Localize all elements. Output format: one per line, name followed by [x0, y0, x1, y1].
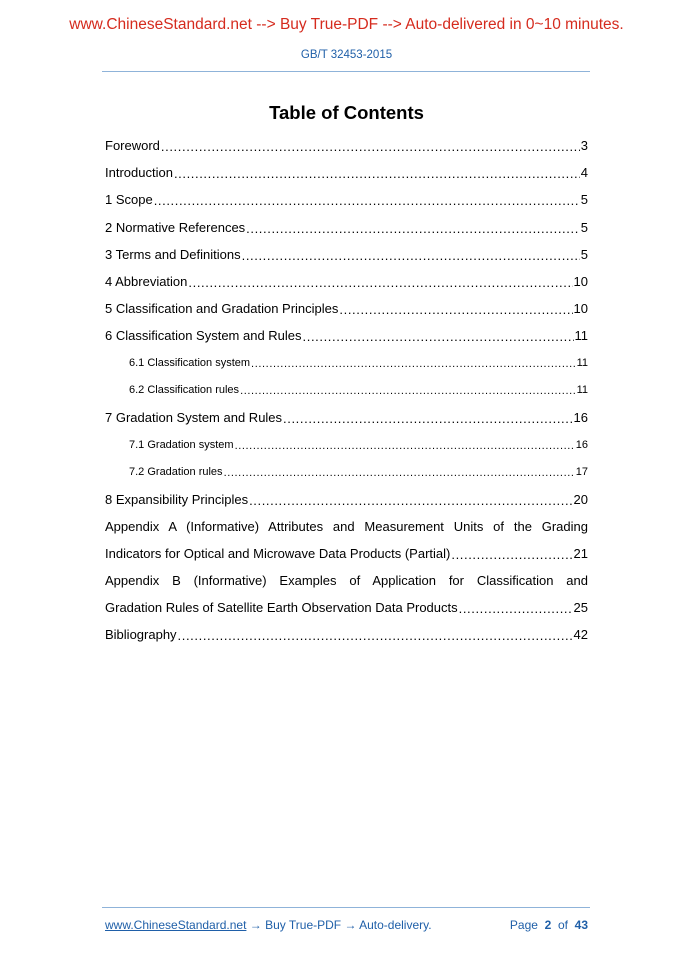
toc-entry-text: 8 Expansibility Principles	[105, 491, 249, 507]
toc-entry-gradation-system[interactable]	[105, 404, 588, 431]
toc-entry-appendix-b[interactable]	[105, 594, 588, 621]
dot-leader	[451, 547, 572, 562]
toc-entry-bibliography[interactable]	[105, 621, 588, 648]
toc-entry-introduction[interactable]	[105, 159, 588, 186]
toc-entry-text: 3 Terms and Definitions	[105, 246, 241, 262]
toc-entry-text: Bibliography	[105, 627, 177, 643]
dot-leader	[303, 329, 574, 344]
dot-leader	[246, 221, 580, 236]
toc-entry-appendix-a-line1[interactable]: Appendix A (Informative) Attributes and Measurement Units of the Grading	[105, 518, 588, 534]
toc-entry-text: 7 Gradation System and Rules	[105, 409, 283, 425]
toc-entry-text: 4 Abbreviation	[105, 274, 188, 290]
toc-entry-scope[interactable]	[105, 186, 588, 213]
toc-entry-text: 6 Classification System and Rules	[105, 328, 302, 344]
page-total: 43	[574, 918, 588, 932]
toc-entry-page: 10	[573, 274, 588, 290]
page-of: of	[557, 918, 568, 932]
header-divider	[102, 71, 590, 72]
dot-leader	[459, 601, 573, 616]
dot-leader	[283, 411, 572, 426]
toc-entry-abbreviation[interactable]	[105, 268, 588, 295]
toc-entry-appendix-a[interactable]	[105, 540, 588, 567]
toc-entry-classification-system[interactable]	[105, 322, 588, 349]
dot-leader	[161, 139, 580, 154]
toc-entry-text: 6.1 Classification system	[129, 357, 251, 370]
toc-entry-text: 1 Scope	[105, 192, 153, 208]
toc-entry-principles[interactable]	[105, 295, 588, 322]
toc-entry-page: 16	[575, 438, 588, 451]
toc-entry-text: 5 Classification and Gradation Principles	[105, 301, 339, 317]
toc-entry-text: 7.2 Gradation rules	[129, 465, 223, 478]
toc-entry-text: 6.2 Classification rules	[129, 384, 240, 397]
toc-entry-6-1[interactable]	[105, 350, 588, 377]
toc-entry-page: 5	[580, 246, 588, 262]
toc-entry-page: 11	[576, 384, 588, 397]
toc-entry-page: 17	[575, 465, 588, 478]
page-indicator	[510, 918, 588, 932]
toc-entry-page: 10	[573, 301, 588, 317]
toc-entry-text: Introduction	[105, 165, 173, 181]
promo-banner[interactable]: www.ChineseStandard.net --> Buy True-PDF --> Auto-delivered in 0~10 minutes.	[69, 16, 624, 33]
toc-entry-page: 11	[574, 328, 588, 344]
toc-entry-page: 20	[573, 491, 588, 507]
footer-divider	[102, 907, 590, 908]
toc-entry-foreword[interactable]	[105, 132, 588, 159]
toc-entry-7-2[interactable]	[105, 458, 588, 485]
toc-entry-page: 5	[580, 219, 588, 235]
page-label: Page	[509, 918, 538, 932]
toc-entry-text: 7.1 Gradation system	[129, 438, 234, 451]
toc-entry-page: 16	[573, 409, 588, 425]
toc-entry-page: 5	[580, 192, 588, 208]
toc-entry-page: 21	[573, 545, 588, 561]
dot-leader	[178, 628, 573, 643]
page-title: Table of Contents	[269, 102, 424, 123]
toc-entry-text: Indicators for Optical and Microwave Data Products (Partial)	[105, 545, 451, 561]
dot-leader	[240, 385, 576, 397]
dot-leader	[251, 358, 576, 370]
dot-leader	[224, 467, 575, 479]
toc-entry-page: 4	[580, 165, 588, 181]
dot-leader	[235, 440, 575, 452]
dot-leader	[242, 248, 580, 263]
toc-entry-6-2[interactable]	[105, 377, 588, 404]
dot-leader	[188, 275, 572, 290]
toc-entry-7-1[interactable]	[105, 431, 588, 458]
toc-entry-normative-references[interactable]	[105, 214, 588, 241]
footer-tagline: → Buy True-PDF → Auto-delivery.	[246, 918, 432, 932]
page-footer	[105, 918, 588, 932]
toc-entry-expansibility[interactable]	[105, 485, 588, 512]
page-current: 2	[544, 918, 552, 932]
dot-leader	[174, 166, 580, 181]
footer-site-link[interactable]: www.ChineseStandard.net	[105, 918, 247, 932]
toc-entry-appendix-b-line1[interactable]: Appendix B (Informative) Examples of Application for Classification and	[105, 573, 588, 588]
table-of-contents	[105, 132, 588, 649]
toc-entry-text: Gradation Rules of Satellite Earth Observation Data Products	[105, 600, 458, 616]
toc-entry-page: 42	[573, 627, 588, 643]
toc-entry-page: 3	[580, 138, 588, 154]
dot-leader	[339, 302, 572, 317]
toc-entry-text: Foreword	[105, 138, 160, 154]
dot-leader	[154, 193, 580, 208]
toc-entry-page: 11	[576, 357, 588, 370]
toc-entry-terms[interactable]	[105, 241, 588, 268]
toc-entry-text: 2 Normative References	[105, 219, 246, 235]
dot-leader	[249, 493, 572, 508]
toc-entry-page: 25	[573, 600, 588, 616]
standard-number-header: GB/T 32453-2015	[300, 49, 393, 61]
